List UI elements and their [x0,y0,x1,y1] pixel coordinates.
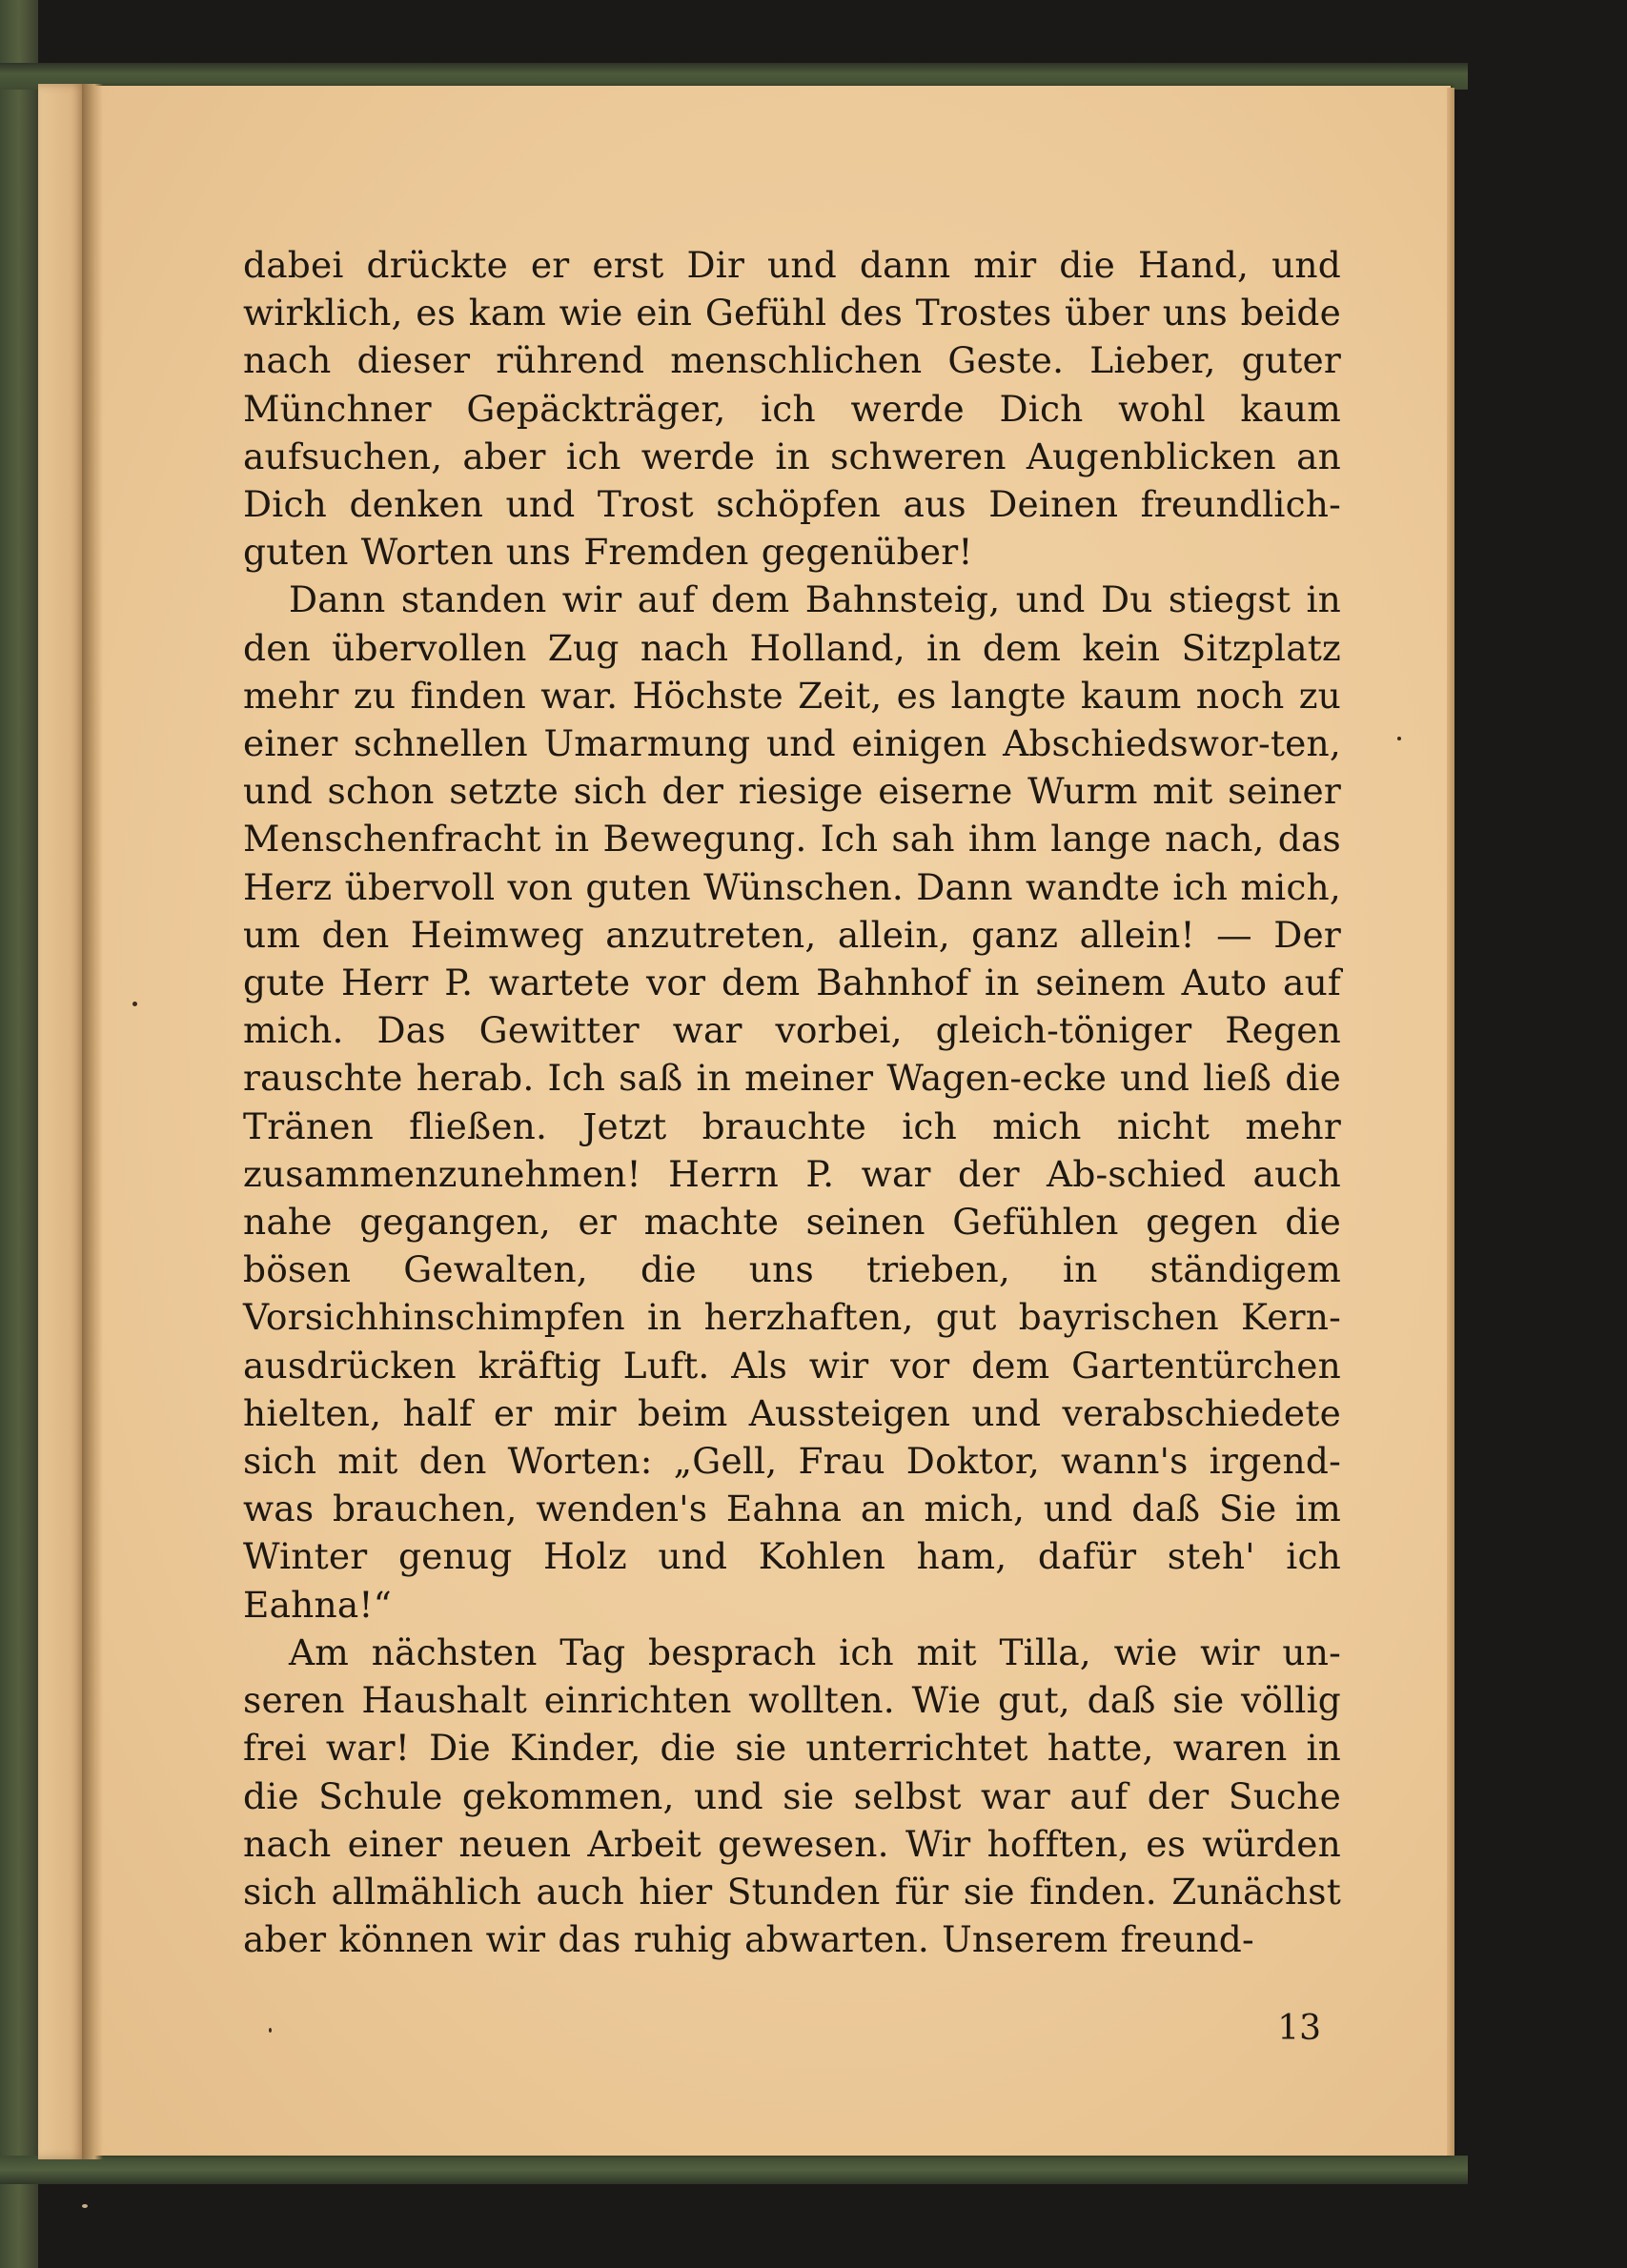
paper-speck [1397,737,1401,740]
left-page-edge [38,84,86,2159]
body-text [243,241,1341,1963]
paper-speck [269,2028,272,2033]
paragraph-1: dabei drückte er erst Dir und dann mir die Hand, und wirklich, es kam wie ein Gefühl des Trostes über uns beide nach dieser rührend menschlichen Geste. Lieber, guter Münchner Gepäckträger, ich werde Dich wohl kaum aufsuchen, aber ich werde in schweren Augenblicken an Dich denken und Trost schöpfen aus Deinen freundlich-guten Worten uns Fremden gegenüber! [243,244,1341,574]
page-gutter [82,84,103,2159]
page-fore-edge [1447,88,1454,2156]
paragraph-3: Am nächsten Tag besprach ich mit Tilla, wie wir un-seren Haushalt einrichten wollten. Wie gut, daß sie völlig frei war! Die Kinder, die sie unterrichtet hatte, waren in die Schule gekommen, und sie selbst war auf der Suche nach einer neuen Arbeit gewesen. Wir hofften, es würden sich allmählich auch hier Stunden für sie finden. Zunächst aber können wir das ruhig abwarten. Unserem freund- [243,1630,1341,1961]
book-cover-bottom [0,2156,1468,2184]
book-cover-left [0,0,38,2268]
paper-speck [82,2204,88,2208]
paper-speck [132,1002,137,1006]
paragraph-2: Dann standen wir auf dem Bahnsteig, und Du stiegst in den übervollen Zug nach Holland, in dem kein Sitzplatz mehr zu finden war. Höchste Zeit, es langte kaum noch zu einer schnellen Umarmung und einigen Abschiedswor-ten, und schon setzte sich der riesige eiserne Wurm mit seiner Menschenfracht in Bewegung. Ich sah ihm lange nach, das Herz übervoll von guten Wünschen. Dann wandte ich mich, um den Heimweg anzutreten, allein, ganz allein! — Der gute Herr P. wartete vor dem Bahnhof in seinem Auto auf mich. Das Gewitter war vorbei, gleich-töniger Regen rauschte herab. Ich saß in meiner Wagen-ecke und ließ die Tränen fließen. Jetzt brauchte ich mich nicht mehr zusammenzunehmen! Herrn P. war der Ab-schied auch nahe gegangen, er machte seinen Gefühlen gegen die bösen Gewalten, die uns trieben, in ständigem Vorsichhinschimpfen in herzhaften, gut bayrischen Kern-ausdrücken kräftig Luft. Als wir vor dem Gartentürchen hielten, half er mir beim Aussteigen und verabschiedete sich mit den Worten: „Gell, Frau Doktor, wann's irgend-was brauchen, wenden's Eahna an mich, und daß Sie im Winter genug Holz und Kohlen ham, dafür steh' ich Eahna!“ [243,578,1341,1626]
page-number: 13 [1277,2009,1321,2048]
